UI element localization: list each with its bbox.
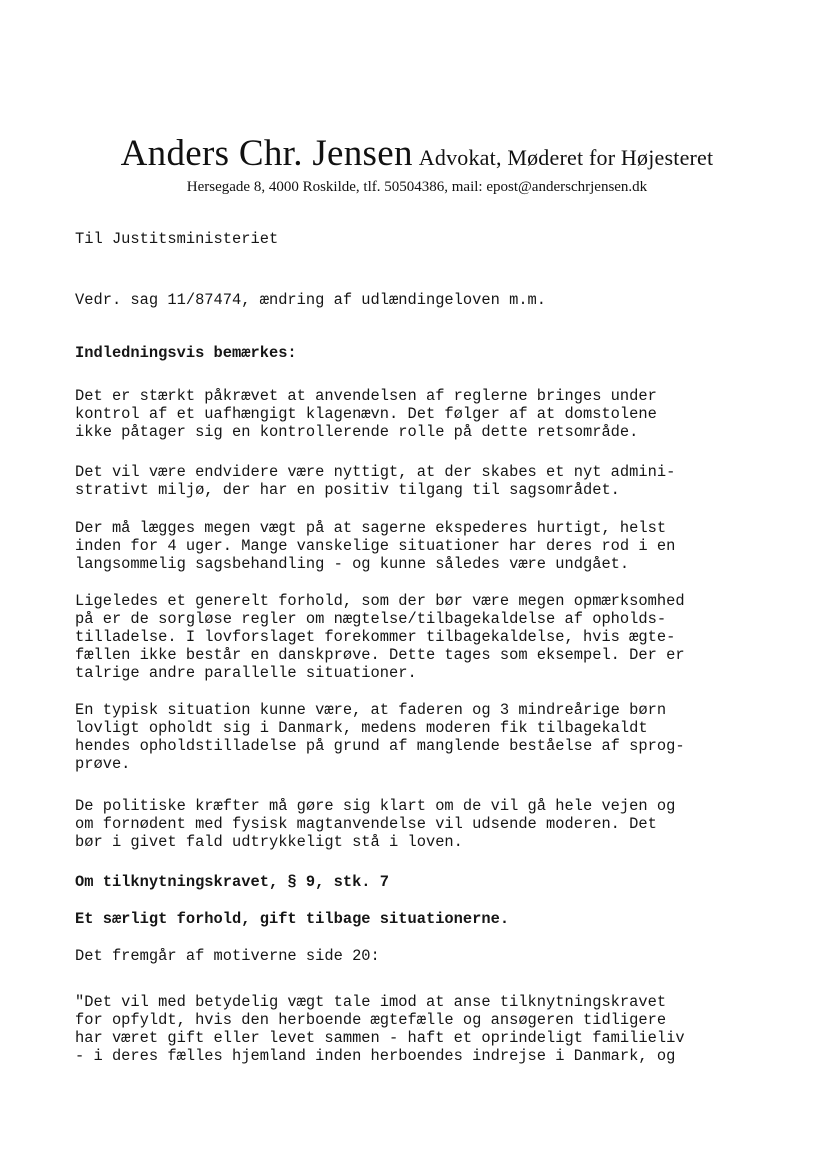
heading-intro-block bbox=[75, 344, 297, 362]
quote-line: - i deres fælles hjemland inden herboendes indrejse i Danmark, og bbox=[75, 1047, 676, 1065]
paragraph-line: Det er stærkt påkrævet at anvendelsen af reglerne bringes under bbox=[75, 387, 657, 405]
lawyer-title: Advokat, Møderet for Højesteret bbox=[418, 145, 714, 170]
paragraph-line: bør i givet fald udtrykkeligt stå i loven. bbox=[75, 833, 463, 851]
paragraph-line: Det vil være endvidere være nyttigt, at der skabes et nyt admini- bbox=[75, 463, 676, 481]
paragraph-3 bbox=[75, 519, 675, 573]
paragraph-line: En typisk situation kunne være, at faderen og 3 mindreårige børn bbox=[75, 701, 667, 719]
letterhead-title-line bbox=[4, 132, 826, 175]
paragraph-line: kontrol af et uafhængigt klagenævn. Det følger af at domstolene bbox=[75, 405, 657, 423]
paragraph-line: ikke påtager sig en kontrollerende rolle på dette retsområde. bbox=[75, 423, 639, 441]
quotation bbox=[75, 993, 685, 1065]
paragraph-line: på er de sorgløse regler om nægtelse/tilbagekaldelse af opholds- bbox=[75, 610, 667, 628]
heading-intro: Indledningsvis bemærkes: bbox=[75, 344, 297, 362]
heading-connection-block bbox=[75, 873, 389, 891]
recipient-block bbox=[75, 230, 278, 248]
paragraph-line: Det fremgår af motiverne side 20: bbox=[75, 947, 380, 965]
letterhead-address: Hersegade 8, 4000 Roskilde, tlf. 50504386, mail: epost@anderschrjensen.dk bbox=[186, 179, 648, 195]
paragraph-line: inden for 4 uger. Mange vanskelige situationer har deres rod i en bbox=[75, 537, 676, 555]
paragraph-line: om fornødent med fysisk magtanvendelse vil udsende moderen. Det bbox=[75, 815, 657, 833]
paragraph-5 bbox=[75, 701, 685, 773]
paragraph-6 bbox=[75, 797, 675, 851]
paragraph-line: Der må lægges megen vægt på at sagerne ekspederes hurtigt, helst bbox=[75, 519, 667, 537]
paragraph-4 bbox=[75, 592, 685, 682]
heading-connection-requirement: Om tilknytningskravet, § 9, stk. 7 bbox=[75, 873, 390, 891]
paragraph-line: Ligeledes et generelt forhold, som der bør være megen opmærksomhed bbox=[75, 592, 685, 610]
quote-line: har været gift eller levet sammen - haft et oprindeligt familieliv bbox=[75, 1029, 685, 1047]
heading-special-block bbox=[75, 910, 509, 928]
quote-line: for opfyldt, hvis den herboende ægtefælle og ansøgeren tidligere bbox=[75, 1011, 667, 1029]
recipient: Til Justitsministeriet bbox=[75, 230, 279, 248]
paragraph-line: langsommelig sagsbehandling - og kunne således være undgået. bbox=[75, 555, 630, 573]
letterhead bbox=[0, 132, 826, 196]
paragraph-line: lovligt opholdt sig i Danmark, medens moderen fik tilbagekaldt bbox=[75, 719, 648, 737]
paragraph-line: hendes opholdstilladelse på grund af manglende beståelse af sprog- bbox=[75, 737, 685, 755]
paragraph-line: De politiske kræfter må gøre sig klart om de vil gå hele vejen og bbox=[75, 797, 676, 815]
quote-line: "Det vil med betydelig vægt tale imod at anse tilknytningskravet bbox=[75, 993, 667, 1011]
paragraph-line: tilladelse. I lovforslaget forekommer tilbagekaldelse, hvis ægte- bbox=[75, 628, 676, 646]
heading-special-situation: Et særligt forhold, gift tilbage situationerne. bbox=[75, 910, 510, 928]
paragraph-2 bbox=[75, 463, 675, 499]
paragraph-line: talrige andre parallelle situationer. bbox=[75, 664, 417, 682]
subject-line: Vedr. sag 11/87474, ændring af udlændingeloven m.m. bbox=[75, 291, 547, 309]
paragraph-line: fællen ikke består en danskprøve. Dette tages som eksempel. Der er bbox=[75, 646, 685, 664]
subject-block bbox=[75, 291, 546, 309]
paragraph-line: strativt miljø, der har en positiv tilgang til sagsområdet. bbox=[75, 481, 620, 499]
paragraph-line: prøve. bbox=[75, 755, 131, 773]
paragraph-7 bbox=[75, 947, 380, 965]
lawyer-name: Anders Chr. Jensen bbox=[120, 133, 413, 174]
paragraph-1 bbox=[75, 387, 657, 441]
